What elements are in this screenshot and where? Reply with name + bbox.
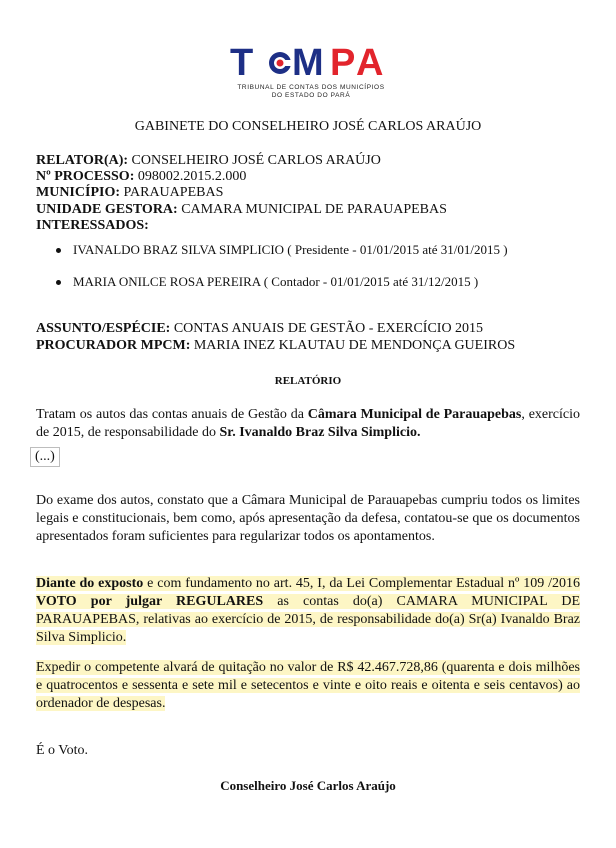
relator-value: CONSELHEIRO JOSÉ CARLOS ARAÚJO [131,153,381,168]
p3-text-bold-diante: Diante do exposto [36,576,144,591]
processo-value: 098002.2015.2.000 [137,169,247,184]
unidade-label: UNIDADE GESTORA: [36,202,178,217]
assunto-label: ASSUNTO/ESPÉCIE: [36,321,171,336]
assunto-value: CONTAS ANUAIS DE GESTÃO - EXERCÍCIO 2015 [173,321,484,336]
tcm-pa-logo [230,44,392,104]
relator-label: RELATOR(A): [36,153,129,168]
alvara-highlight: Expedir o competente alvará de quitação no valor de R$ 42.467.728,86 (quarenta e dois milhões e quatrocentos e sessenta e sete mil e setecentos e vinte e oito reais e oitenta e seis centavos) ao ordenador de despesas. [36,660,580,711]
processo-label: Nº PROCESSO: [36,169,135,184]
interessados-label: INTERESSADOS: [36,218,149,233]
logo-letter-a: A [356,42,383,84]
municipio-label: MUNICÍPIO: [36,185,120,200]
p1-text-c: , exercício de 2015, de responsabilidade do [36,407,580,440]
voto-highlight [36,576,580,645]
p3-text-b: e com fundamento no art. 45, I, da Lei Complementar Estadual nº 109 /2016 [143,576,581,591]
interessado-nome: MARIA ONILCE ROSA PEREIRA [73,274,261,289]
bullet-icon [56,248,61,253]
p1-text-bold-responsavel: Sr. Ivanaldo Braz Silva Simplicio. [219,425,421,440]
procurador-value: MARIA INEZ KLAUTAU DE MENDONÇA GUEIROS [193,338,516,353]
interessado-nome: IVANALDO BRAZ SILVA SIMPLICIO [73,242,285,257]
procurador-line [36,337,515,355]
logo-letter-p: P [330,42,355,84]
logo-eye-icon [268,51,292,75]
p3-text-bold-voto: VOTO por julgar REGULARES [36,594,264,609]
omission-marker: (...) [30,447,60,467]
signature: Conselheiro José Carlos Araújo [220,778,396,793]
gabinete-heading: GABINETE DO CONSELHEIRO JOSÉ CARLOS ARAÚJO [134,119,482,134]
interessado-text [73,273,478,291]
relatorio-paragraph-1 [36,406,580,442]
assunto-line [36,320,483,338]
p1-text-a: Tratam os autos das contas anuais de Gestão da [36,407,308,422]
logo-letter-t: T [230,42,253,84]
municipio-value: PARAUAPEBAS [123,185,224,200]
logo-subtitle-line2: DO ESTADO DO PARÁ [271,92,351,99]
interessado-detalhe: ( Presidente - 01/01/2015 até 31/01/2015 ) [287,242,508,257]
interessado-detalhe: ( Contador - 01/01/2015 até 31/12/2015 ) [263,274,479,289]
voto-paragraph [36,575,580,647]
municipio-line [36,184,223,202]
p3-text-d: as contas do(a) CAMARA MUNICIPAL DE PARAUAPEBAS, relativas ao exercício de 2015, de responsabilidade do(a) Sr(a) Ivanaldo Braz Silva Simplicio. [36,594,580,645]
interessados-line [36,217,149,235]
alvara-paragraph [36,659,580,713]
relatorio-title: RELATÓRIO [274,375,342,387]
e-o-voto: É o Voto. [36,743,88,758]
logo-wordmark [230,44,392,82]
logo-letter-m: M [292,42,323,84]
interessado-text [73,241,508,259]
logo-subtitle-line1: TRIBUNAL DE CONTAS DOS MUNICÍPIOS [237,84,385,91]
bullet-icon [56,280,61,285]
relatorio-paragraph-2: Do exame dos autos, constato que a Câmara Municipal de Parauapebas cumpriu todos os limites legais e constitucionais, bem como, após apresentação da defesa, contatou-se que os documentos apresentados foram suficientes para regularizar todos os apontamentos. [36,493,580,544]
procurador-label: PROCURADOR MPCM: [36,338,191,353]
logo-letter-c: C [268,51,269,52]
unidade-value: CAMARA MUNICIPAL DE PARAUAPEBAS [181,202,447,217]
p1-text-bold-camara: Câmara Municipal de Parauapebas [307,407,522,422]
